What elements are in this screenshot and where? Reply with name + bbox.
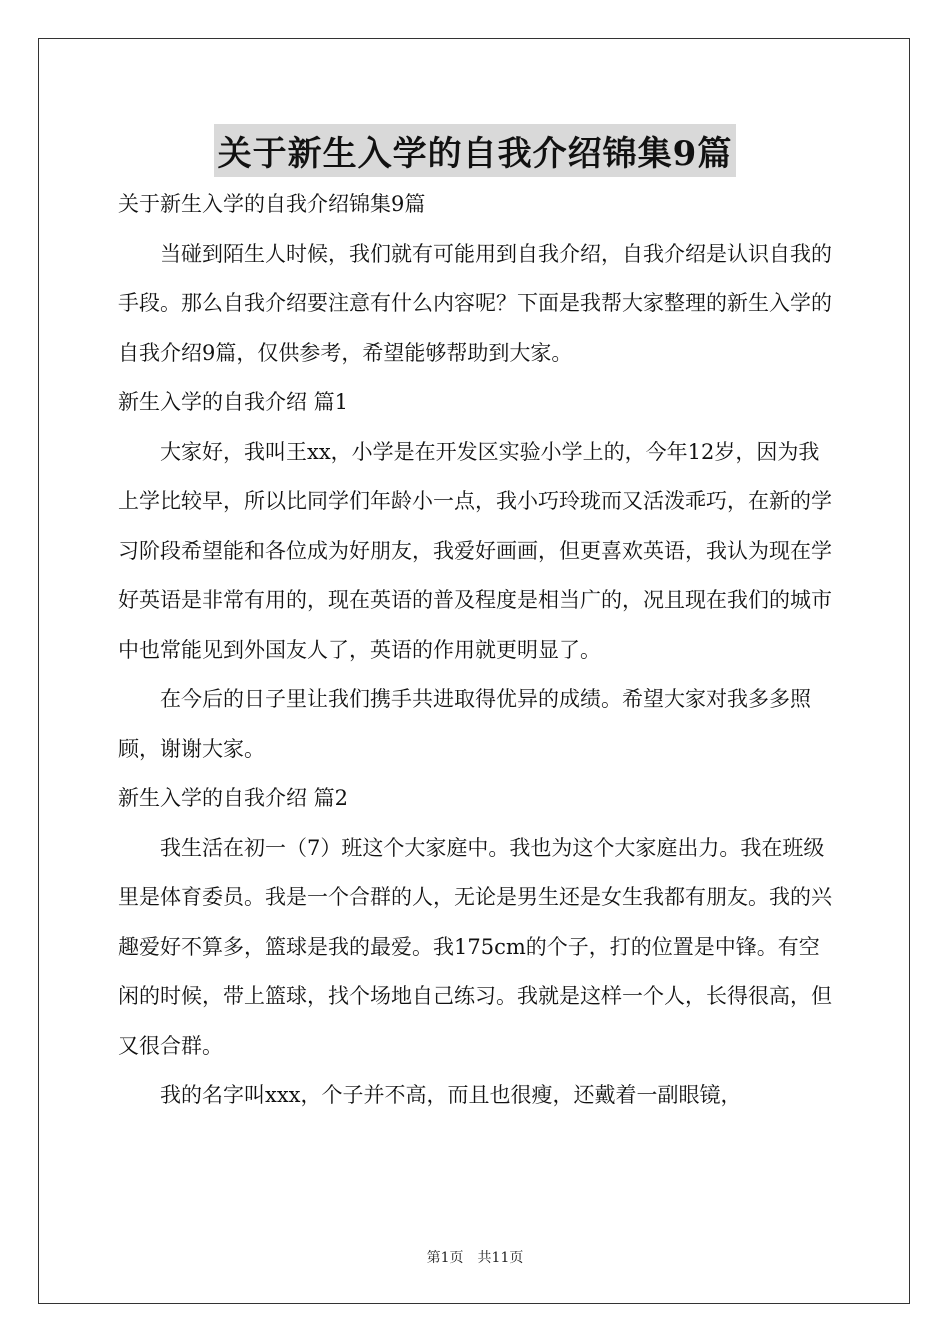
section-heading: 新生入学的自我介绍 篇2 [118, 786, 349, 810]
document-body [118, 180, 838, 1121]
document-subtitle: 关于新生入学的自我介绍锦集9篇 [118, 192, 426, 216]
paragraph: 大家好，我叫王xx，小学是在开发区实验小学上的，今年12岁，因为我上学比较早，所以比同学们年龄小一点，我小巧玲珑而又活泼乖巧，在新的学习阶段希望能和各位成为好朋友，我爱好画画，但更喜欢英语，我认为现在学好英语是非常有用的，现在英语的普及程度是相当广的，况且现在我们的城市中也常能见到外国友人了，英语的作用就更明显了。 [118, 439, 832, 662]
intro-paragraph: 当碰到陌生人时候，我们就有可能用到自我介绍，自我介绍是认识自我的手段。那么自我介绍要注意有什么内容呢？下面是我帮大家整理的新生入学的自我介绍9篇，仅供参考，希望能够帮助到大家。 [118, 241, 832, 365]
section-heading: 新生入学的自我介绍 篇1 [118, 390, 349, 414]
document-title: 关于新生入学的自我介绍锦集9篇 [214, 124, 737, 177]
paragraph: 我的名字叫xxx，个子并不高，而且也很瘦，还戴着一副眼镜， [160, 1083, 742, 1107]
title-wrap [0, 124, 950, 177]
paragraph: 我生活在初一（7）班这个大家庭中。我也为这个大家庭出力。我在班级里是体育委员。我是一个合群的人，无论是男生还是女生我都有朋友。我的兴趣爱好不算多，篮球是我的最爱。我175cm的个子，打的位置是中锋。有空闲的时候，带上篮球，找个场地自己练习。我就是这样一个人，长得很高，但又很合群。 [118, 835, 832, 1058]
page-footer: 第1页 共11页 [426, 1250, 524, 1266]
paragraph: 在今后的日子里让我们携手共进取得优异的成绩。希望大家对我多多照顾，谢谢大家。 [118, 687, 811, 761]
